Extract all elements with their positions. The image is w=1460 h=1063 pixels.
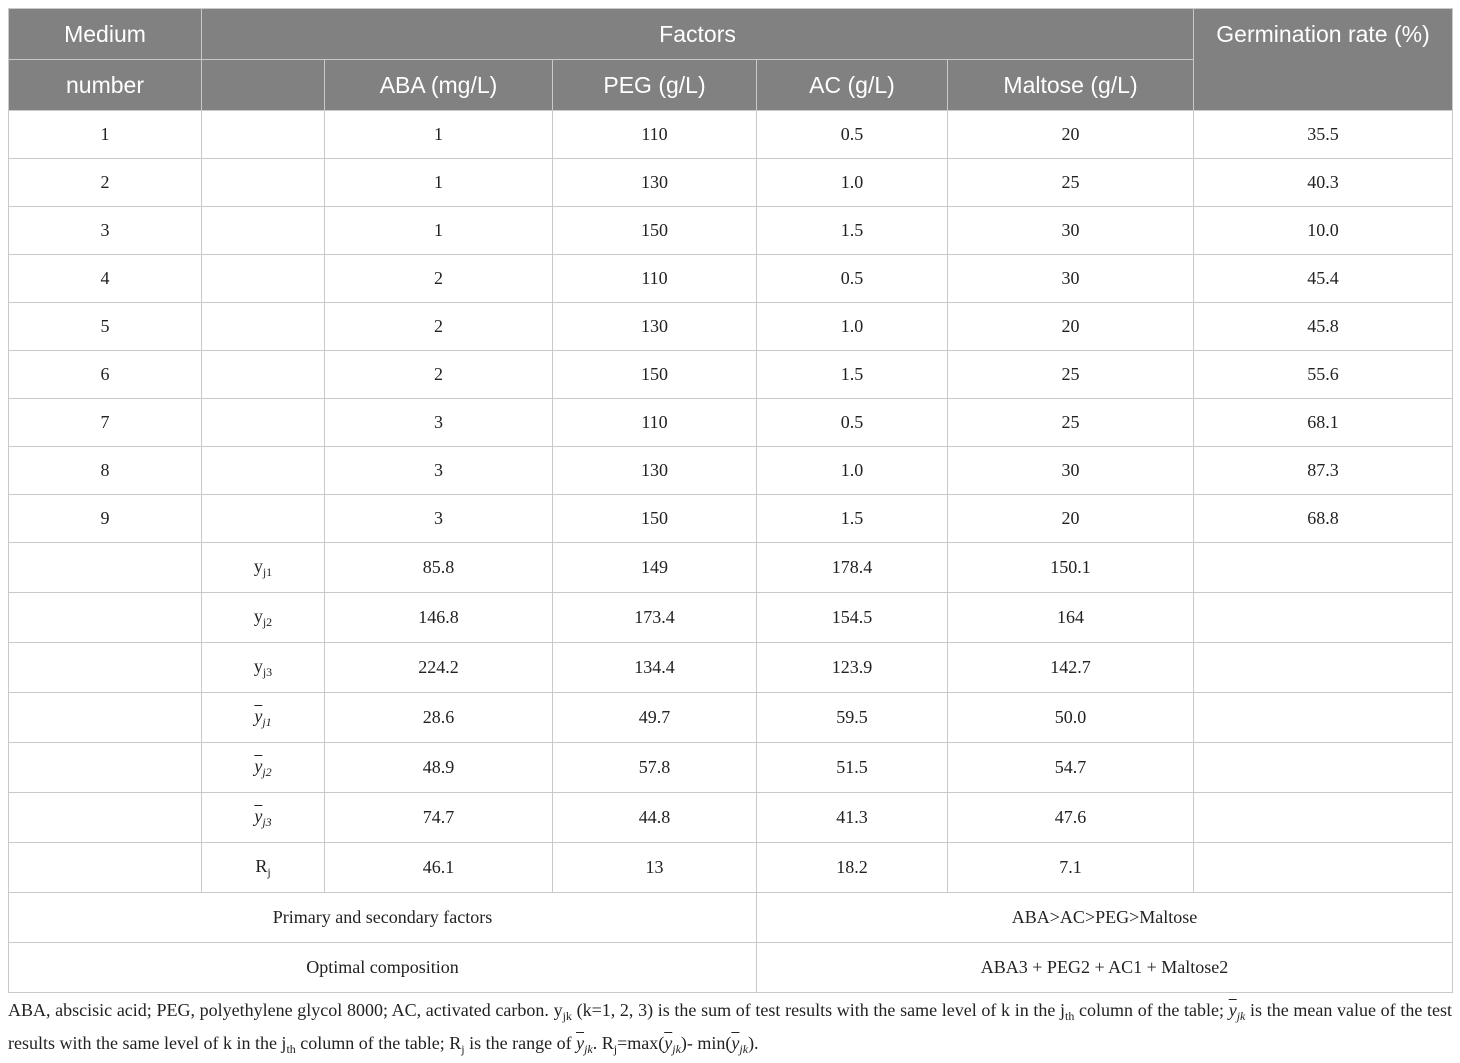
cell-rate: 10.0 <box>1194 207 1453 255</box>
table-header <box>9 9 1453 111</box>
cell-aba: 3 <box>325 399 553 447</box>
cell-peg: 150 <box>553 495 757 543</box>
summary-body <box>9 893 1453 993</box>
cell-peg: 110 <box>553 255 757 303</box>
cell-empty <box>9 643 202 693</box>
table-row <box>9 159 1453 207</box>
orthogonal-test-table <box>8 8 1453 993</box>
table-footnote <box>8 997 1452 1063</box>
cell-medium: 5 <box>9 303 202 351</box>
cell-ac: 51.5 <box>757 743 948 793</box>
cell-empty <box>1194 543 1453 593</box>
cell-rate: 40.3 <box>1194 159 1453 207</box>
table-container <box>8 8 1452 1063</box>
cell-rate: 87.3 <box>1194 447 1453 495</box>
cell-medium: 3 <box>9 207 202 255</box>
footnote-sub: th <box>1065 1009 1075 1023</box>
header-peg: PEG (g/L) <box>553 60 757 111</box>
cell-medium: 1 <box>9 111 202 159</box>
header-maltose: Maltose (g/L) <box>948 60 1194 111</box>
cell-empty <box>202 207 325 255</box>
cell-empty <box>9 593 202 643</box>
cell-statistic-symbol <box>202 543 325 593</box>
cell-aba: 1 <box>325 207 553 255</box>
footnote-text: column of the table; R <box>295 1033 462 1053</box>
cell-empty <box>1194 593 1453 643</box>
cell-statistic-symbol <box>202 593 325 643</box>
footnote-ybar: $\overline{y}$ <box>576 1033 585 1053</box>
cell-medium: 9 <box>9 495 202 543</box>
statistic-symbol: $\overline{y}$ <box>254 755 263 776</box>
statistic-subscript: j2 <box>262 764 272 779</box>
table-row <box>9 399 1453 447</box>
cell-peg: 110 <box>553 111 757 159</box>
cell-ac: 123.9 <box>757 643 948 693</box>
cell-aba: 3 <box>325 495 553 543</box>
cell-ac: 0.5 <box>757 255 948 303</box>
statistic-symbol: y <box>253 555 263 576</box>
header-germination-rate: Germination rate (%) <box>1194 9 1453 111</box>
cell-medium: 4 <box>9 255 202 303</box>
cell-maltose: 7.1 <box>948 843 1194 893</box>
cell-statistic-symbol <box>202 793 325 843</box>
stats-row <box>9 743 1453 793</box>
cell-aba: 1 <box>325 159 553 207</box>
cell-ac: 0.5 <box>757 111 948 159</box>
table-row <box>9 111 1453 159</box>
footnote-ybar: $\overline{y}$ <box>664 1033 673 1053</box>
cell-maltose: 47.6 <box>948 793 1194 843</box>
cell-ac: 1.5 <box>757 207 948 255</box>
cell-ac: 18.2 <box>757 843 948 893</box>
cell-empty <box>9 693 202 743</box>
stats-row <box>9 543 1453 593</box>
header-aba: ABA (mg/L) <box>325 60 553 111</box>
cell-empty <box>9 543 202 593</box>
table-row <box>9 303 1453 351</box>
cell-maltose: 54.7 <box>948 743 1194 793</box>
stats-row <box>9 793 1453 843</box>
cell-maltose: 30 <box>948 447 1194 495</box>
cell-aba: 46.1 <box>325 843 553 893</box>
header-factors: Factors <box>202 9 1194 60</box>
cell-peg: 49.7 <box>553 693 757 743</box>
table-body <box>9 111 1453 543</box>
cell-ac: 1.0 <box>757 303 948 351</box>
cell-empty <box>9 793 202 843</box>
cell-peg: 149 <box>553 543 757 593</box>
cell-aba: 74.7 <box>325 793 553 843</box>
cell-aba: 2 <box>325 255 553 303</box>
cell-aba: 85.8 <box>325 543 553 593</box>
stats-row <box>9 643 1453 693</box>
cell-peg: 130 <box>553 159 757 207</box>
cell-peg: 130 <box>553 447 757 495</box>
cell-peg: 57.8 <box>553 743 757 793</box>
table-row <box>9 207 1453 255</box>
header-ac: AC (g/L) <box>757 60 948 111</box>
cell-empty <box>202 399 325 447</box>
cell-peg: 44.8 <box>553 793 757 843</box>
statistic-symbol: y <box>253 605 263 626</box>
cell-maltose: 20 <box>948 303 1194 351</box>
cell-empty <box>9 743 202 793</box>
cell-empty <box>1194 843 1453 893</box>
cell-peg: 134.4 <box>553 643 757 693</box>
summary-row-optimal <box>9 943 1453 993</box>
cell-empty <box>1194 643 1453 693</box>
cell-ac: 178.4 <box>757 543 948 593</box>
cell-medium: 7 <box>9 399 202 447</box>
cell-medium: 6 <box>9 351 202 399</box>
cell-peg: 150 <box>553 207 757 255</box>
table-row <box>9 351 1453 399</box>
cell-statistic-symbol <box>202 643 325 693</box>
primary-factors-value: ABA>AC>PEG>Maltose <box>757 893 1453 943</box>
cell-maltose: 25 <box>948 399 1194 447</box>
header-empty <box>202 60 325 111</box>
cell-aba: 48.9 <box>325 743 553 793</box>
cell-aba: 3 <box>325 447 553 495</box>
statistic-subscript: j1 <box>262 714 272 729</box>
cell-peg: 173.4 <box>553 593 757 643</box>
cell-peg: 13 <box>553 843 757 893</box>
cell-aba: 1 <box>325 111 553 159</box>
footnote-ybar: $\overline{y}$ <box>731 1033 740 1053</box>
statistic-subscript: j1 <box>262 564 273 579</box>
cell-empty <box>202 111 325 159</box>
cell-aba: 2 <box>325 303 553 351</box>
statistic-symbol: $\overline{y}$ <box>254 705 263 726</box>
cell-rate: 55.6 <box>1194 351 1453 399</box>
cell-maltose: 150.1 <box>948 543 1194 593</box>
cell-maltose: 20 <box>948 495 1194 543</box>
footnote-text: )- min( <box>680 1033 732 1053</box>
footnote-text: is the mean value of the test results with the same level of k in the j <box>8 1000 1452 1053</box>
cell-ac: 0.5 <box>757 399 948 447</box>
cell-medium: 8 <box>9 447 202 495</box>
cell-empty <box>1194 793 1453 843</box>
footnote-text: (k=1, 2, 3) is the sum of test results with the same level of k in the j <box>571 1000 1066 1020</box>
cell-ac: 154.5 <box>757 593 948 643</box>
cell-maltose: 164 <box>948 593 1194 643</box>
footnote-sub: j <box>613 1042 618 1056</box>
cell-empty <box>202 255 325 303</box>
cell-ac: 1.5 <box>757 495 948 543</box>
cell-statistic-symbol <box>202 843 325 893</box>
cell-empty <box>1194 693 1453 743</box>
cell-statistic-symbol <box>202 693 325 743</box>
cell-rate: 35.5 <box>1194 111 1453 159</box>
stats-row <box>9 843 1453 893</box>
statistic-subscript: j <box>267 864 271 879</box>
stats-body <box>9 543 1453 893</box>
cell-empty <box>1194 743 1453 793</box>
cell-empty <box>202 303 325 351</box>
cell-peg: 150 <box>553 351 757 399</box>
cell-maltose: 50.0 <box>948 693 1194 743</box>
stats-row <box>9 693 1453 743</box>
cell-peg: 110 <box>553 399 757 447</box>
header-medium-line2: number <box>9 60 202 111</box>
cell-ac: 1.0 <box>757 159 948 207</box>
cell-maltose: 142.7 <box>948 643 1194 693</box>
footnote-sub: jk <box>672 1042 681 1056</box>
cell-rate: 45.8 <box>1194 303 1453 351</box>
statistic-subscript: j3 <box>262 814 272 829</box>
footnote-text: is the range of <box>464 1033 577 1053</box>
cell-maltose: 20 <box>948 111 1194 159</box>
cell-maltose: 25 <box>948 159 1194 207</box>
cell-ac: 1.5 <box>757 351 948 399</box>
statistic-subscript: j2 <box>262 614 273 629</box>
cell-rate: 45.4 <box>1194 255 1453 303</box>
footnote-text: ). <box>748 1033 759 1053</box>
cell-maltose: 25 <box>948 351 1194 399</box>
optimal-composition-label: Optimal composition <box>9 943 757 993</box>
cell-peg: 130 <box>553 303 757 351</box>
footnote-sub: j <box>461 1042 465 1056</box>
cell-maltose: 30 <box>948 207 1194 255</box>
header-medium-line1: Medium <box>9 9 202 60</box>
cell-ac: 1.0 <box>757 447 948 495</box>
cell-statistic-symbol <box>202 743 325 793</box>
statistic-subscript: j3 <box>262 664 273 679</box>
cell-ac: 59.5 <box>757 693 948 743</box>
stats-row <box>9 593 1453 643</box>
cell-aba: 224.2 <box>325 643 553 693</box>
cell-rate: 68.1 <box>1194 399 1453 447</box>
summary-row-primary <box>9 893 1453 943</box>
cell-rate: 68.8 <box>1194 495 1453 543</box>
statistic-symbol: y <box>253 655 263 676</box>
footnote-text: column of the table; <box>1074 1000 1229 1020</box>
footnote-sub: jk <box>739 1042 749 1056</box>
footnote-sub: jk <box>562 1009 572 1023</box>
footnote-text: ABA, abscisic acid; PEG, polyethylene glycol 8000; AC, activated carbon. y <box>8 1000 563 1020</box>
cell-empty <box>202 159 325 207</box>
table-row <box>9 255 1453 303</box>
cell-aba: 146.8 <box>325 593 553 643</box>
cell-medium: 2 <box>9 159 202 207</box>
cell-empty <box>202 495 325 543</box>
table-row <box>9 447 1453 495</box>
cell-empty <box>202 447 325 495</box>
cell-ac: 41.3 <box>757 793 948 843</box>
statistic-symbol: $\overline{y}$ <box>254 805 263 826</box>
footnote-sub: jk <box>1236 1009 1246 1023</box>
cell-empty <box>9 843 202 893</box>
cell-aba: 28.6 <box>325 693 553 743</box>
cell-maltose: 30 <box>948 255 1194 303</box>
footnote-text: . R <box>592 1033 614 1053</box>
primary-factors-label: Primary and secondary factors <box>9 893 757 943</box>
footnote-sub: th <box>286 1042 296 1056</box>
footnote-text: =max( <box>617 1033 665 1053</box>
footnote-sub: jk <box>584 1042 593 1056</box>
optimal-composition-value: ABA3 + PEG2 + AC1 + Maltose2 <box>757 943 1453 993</box>
statistic-symbol: R <box>255 855 268 876</box>
table-row <box>9 495 1453 543</box>
cell-aba: 2 <box>325 351 553 399</box>
cell-empty <box>202 351 325 399</box>
footnote-ybar: $\overline{y}$ <box>1228 1000 1237 1020</box>
